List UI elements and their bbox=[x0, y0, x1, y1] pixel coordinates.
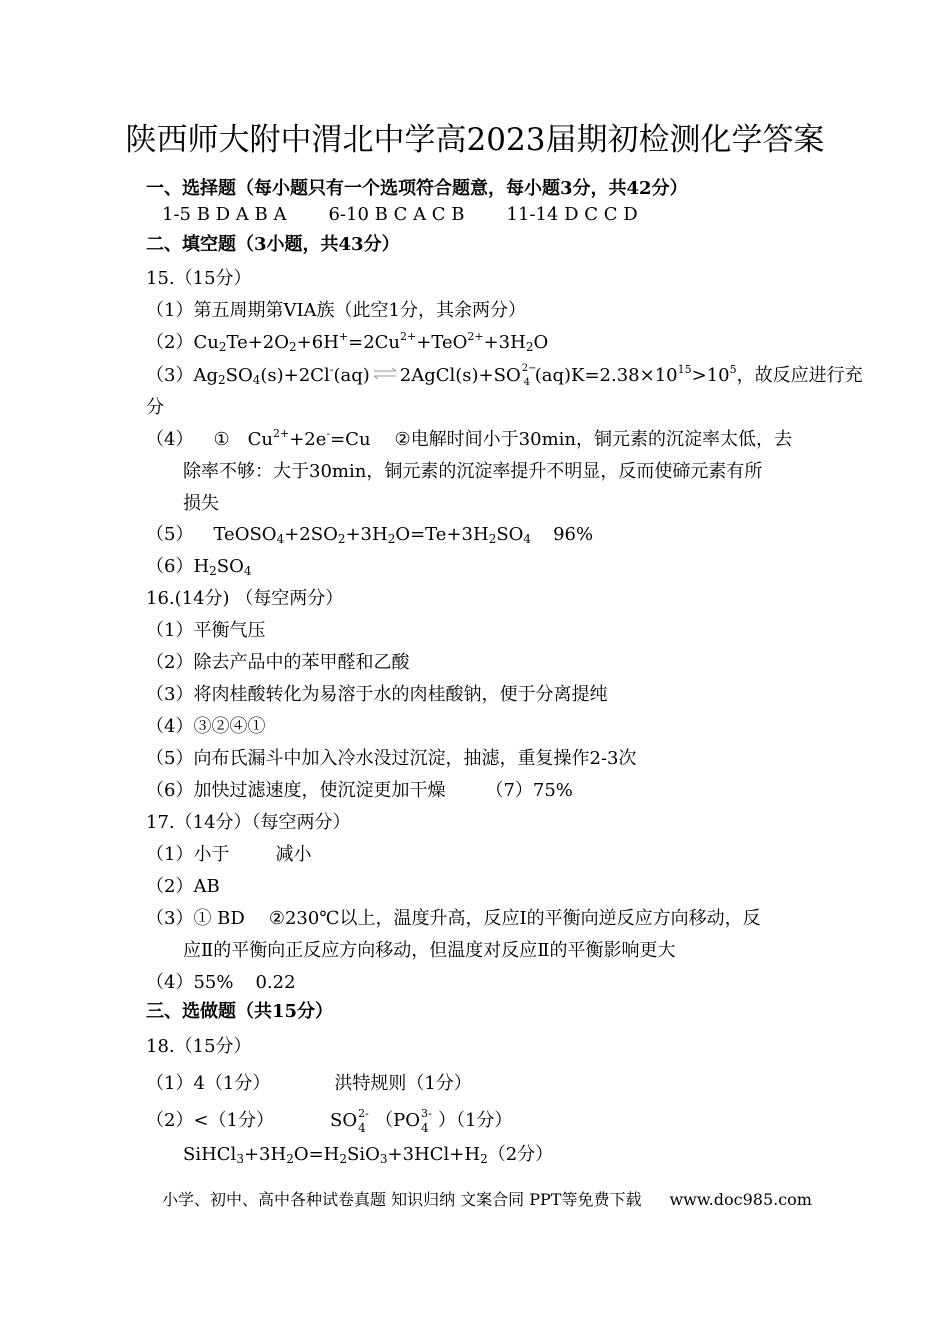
q17-answer-3-cont: 应Ⅱ的平衡向正反应方向移动，但温度对反应Ⅱ的平衡影响更大 bbox=[183, 940, 676, 961]
q15-heading: 15.（15分） bbox=[146, 268, 252, 289]
section-heading-choice: 一、选择题（每小题只有一个选项符合题意，每小题3分，共42分） bbox=[146, 178, 688, 199]
q15-answer-2: $(2)Cu_2Te+2O_2+6H^+=2Cu^{2+}+TeO^{2+}+3H_2O$ bbox=[146, 330, 549, 354]
footer-text: 小学、初中、高中各种试卷真题 知识归纳 文案合同 PPT等免费下载 bbox=[162, 1190, 642, 1209]
choice-answers-1-5: 1-5 B D A B A bbox=[162, 204, 287, 225]
q17-heading: 17.（14分）（每空两分） bbox=[146, 812, 351, 833]
q15-answer-4: （4） ① $Cu^{2+}+2e^-=Cu$ ②电解时间小于30min，铜元素的沉淀率太低，去 bbox=[146, 427, 793, 450]
footer-url: www.doc985.com bbox=[669, 1190, 812, 1209]
q16-answer-3: （3）将肉桂酸转化为易溶于水的肉桂酸钠，便于分离提纯 bbox=[146, 684, 608, 705]
section-heading-elective: 三、选做题（共15分） bbox=[146, 1001, 334, 1022]
q18-answer-2: （2）<（1分） SO 2- 4 （PO 3- 4 ）（1分） bbox=[146, 1107, 513, 1135]
q15-answer-6: $(6)H_2SO_4$ bbox=[146, 556, 252, 578]
q18-answer-1: （1）4（1分） 洪特规则（1分） bbox=[146, 1073, 472, 1094]
q17-answer-1: （1）小于 减小 bbox=[146, 844, 312, 865]
page-title: 陕西师大附中渭北中学高2023届期初检测化学答案 bbox=[125, 122, 825, 158]
q15-answer-3: $(3)Ag_2SO_4(s)+2Cl^-(aq)$ 2AgCl(s)+SO 2− 4 $(aq)K=2.38\times 10^{15}>10^5$，故反应进行充 bbox=[146, 363, 863, 388]
q15-answer-4-cont2: 损失 bbox=[183, 493, 219, 514]
page-footer bbox=[162, 1188, 812, 1212]
q16-answer-6-7: （6）加快过滤速度，使沉淀更加干燥 （7）75% bbox=[146, 780, 573, 801]
q15-answer-4-cont1: 除率不够：大于30min，铜元素的沉淀率提升不明显，反而使碲元素有所 bbox=[183, 461, 763, 482]
q16-answer-2: （2）除去产品中的苯甲醛和乙酸 bbox=[146, 652, 410, 673]
choice-answers-11-14: 11-14 D C C D bbox=[506, 204, 638, 225]
choice-answers-6-10: 6-10 B C A C B bbox=[328, 204, 465, 225]
q16-answer-1: （1）平衡气压 bbox=[146, 620, 266, 641]
q16-answer-4: （4）③②④① bbox=[146, 716, 266, 737]
section-heading-fill: 二、填空题（3小题，共43分） bbox=[146, 234, 400, 255]
equilibrium-arrow-icon bbox=[370, 363, 400, 385]
q15-answer-3-cont: 分 bbox=[146, 397, 164, 418]
q15-answer-1: （1）第五周期第VIA族（此空1分，其余两分） bbox=[146, 300, 527, 321]
q16-heading: 16.(14分) （每空两分） bbox=[146, 588, 344, 609]
q15-answer-5: （5） $TeOSO_4+2SO_2+3H_2O=Te+3H_2SO_4$ 96% bbox=[146, 524, 594, 546]
q17-answer-2: （2）AB bbox=[146, 876, 220, 897]
q17-answer-3: （3）① BD ②230℃以上，温度升高，反应Ⅰ的平衡向逆反应方向移动，反 bbox=[146, 908, 761, 929]
q18-answer-2-equation: $SiHCl_3+3H_2O=H_2SiO_3+3HCl+H_2(2$分） bbox=[183, 1144, 554, 1166]
q16-answer-5: （5）向布氏漏斗中加入冷水没过沉淀，抽滤，重复操作2-3次 bbox=[146, 748, 637, 769]
choice-answers-row bbox=[162, 202, 638, 228]
q17-answer-4: （4）55% 0.22 bbox=[146, 972, 296, 993]
q18-heading: 18.（15分） bbox=[146, 1036, 252, 1057]
